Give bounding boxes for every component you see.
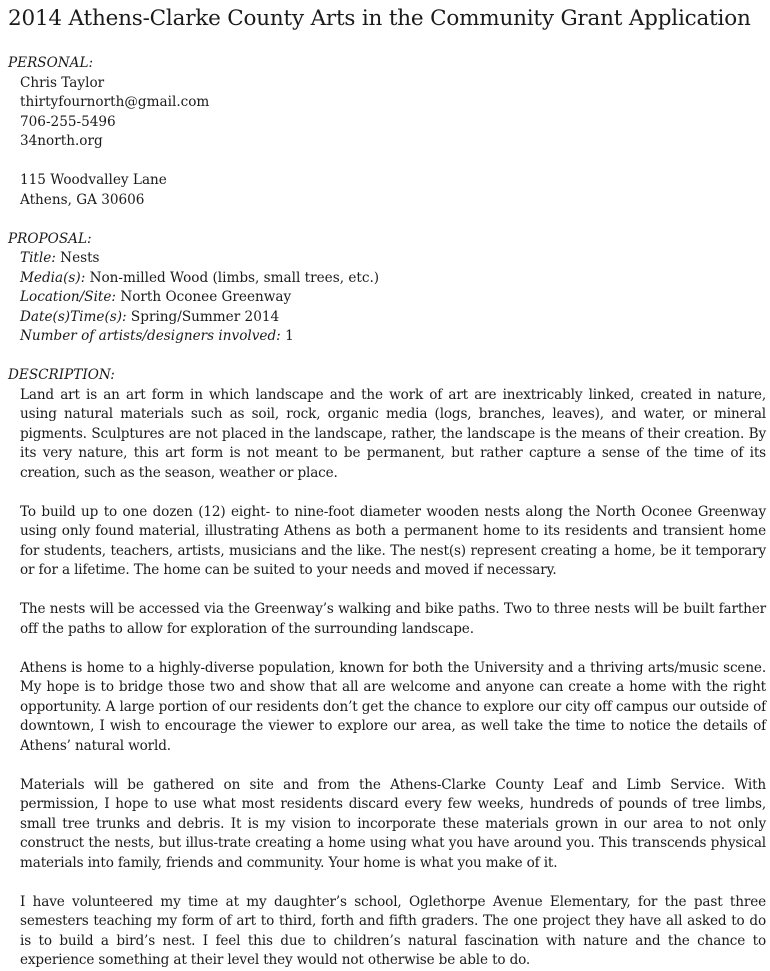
- description-body: [8, 386, 766, 971]
- proposal-fields: [8, 249, 766, 347]
- description-heading: DESCRIPTION:: [8, 367, 115, 383]
- proposal-field-title: [20, 249, 766, 269]
- description-paragraph: Materials will be gathered on site and from the Athens-Clarke County Leaf and Limb Service. With permission, I hope to use what most residents discard every few weeks, hundreds of pounds of tree limbs, small tree trunks and debris. It is my vision to incorporate these materials grown in our area to not only construct the nests, but illus-trate creating a home using what you have around you. This transcends physical materials into family, friends and community. Your home is what you make of it.: [20, 776, 766, 871]
- field-value: 1: [280, 328, 294, 344]
- proposal-heading: PROPOSAL:: [8, 230, 92, 247]
- field-value: Non-milled Wood (limbs, small trees, etc.): [85, 269, 380, 286]
- applicant-name: Chris Taylor: [20, 74, 105, 91]
- field-value: North Oconee Greenway: [116, 289, 292, 305]
- field-label: Date(s)Time(s):: [20, 308, 127, 325]
- proposal-field-location: [20, 288, 766, 308]
- applicant-website: 34north.org: [20, 133, 103, 149]
- field-label: Location/Site:: [20, 289, 117, 305]
- spacer: [20, 152, 766, 172]
- description-paragraph: Land art is an art form in which landscape and the work of art are inextricably linked, created in nature, using natural materials such as soil, rock, organic media (logs, branches, leaves), and water, or mineral pigments. Sculptures are not placed in the landscape, rather, the landscape is the means of their creation. By its very nature, this art form is not meant to be permanent, but rather capture a sense of the time of its creation, such as the season, weather or place.: [20, 386, 766, 481]
- proposal-field-dates: [20, 308, 766, 328]
- field-label: Media(s):: [20, 269, 86, 286]
- proposal-field-media: [20, 269, 766, 289]
- address-line-1: 115 Woodvalley Lane: [20, 172, 167, 188]
- description-section: [8, 366, 770, 971]
- personal-section: [8, 54, 770, 210]
- field-label: Title:: [20, 250, 56, 266]
- field-value: Nests: [55, 250, 100, 266]
- description-paragraph: The nests will be accessed via the Greenway’s walking and bike paths. Two to three nests will be built farther off the paths to allow for exploration of the surrounding landscape.: [20, 601, 766, 637]
- document-title: 2014 Athens-Clarke County Arts in the Community Grant Application: [8, 6, 751, 31]
- description-paragraph: To build up to one dozen (12) eight- to nine-foot diameter wooden nests along the North Oconee Greenway using only found material, illustrating Athens as both a permanent home to its residents and transient home for students, teachers, artists, musicians and the like. The nest(s) represent creating a home, be it temporary or for a lifetime. The home can be suited to your needs and moved if necessary.: [20, 503, 766, 578]
- proposal-field-artists: [20, 327, 766, 347]
- description-paragraph: I have volunteered my time at my daughter’s school, Oglethorpe Avenue Elementary, for the past three semesters teaching my form of art to third, forth and fifth graders. The one project they have all asked to do is to build a bird’s nest. I feel this due to children’s natural fascination with nature and the chance to experience something at their level they would not otherwise be able to do.: [20, 893, 766, 968]
- field-label: Number of artists/designers involved:: [20, 328, 281, 344]
- description-paragraph: Athens is home to a highly-diverse population, known for both the University and a thriving arts/music scene. My hope is to bridge those two and show that all are welcome and anyone can create a home with the right opportunity. A large portion of our residents don’t get the chance to explore our city off campus our outside of downtown, I wish to encourage the viewer to explore our area, as well take the time to notice the details of Athens’ natural world.: [20, 659, 766, 754]
- field-value: Spring/Summer 2014: [126, 308, 280, 325]
- address-line-2: Athens, GA 30606: [20, 191, 145, 208]
- personal-details: [8, 74, 766, 211]
- personal-heading: PERSONAL:: [8, 55, 94, 71]
- applicant-email: thirtyfournorth@gmail.com: [20, 94, 210, 110]
- proposal-section: [8, 230, 770, 347]
- applicant-phone: 706-255-5496: [20, 113, 116, 130]
